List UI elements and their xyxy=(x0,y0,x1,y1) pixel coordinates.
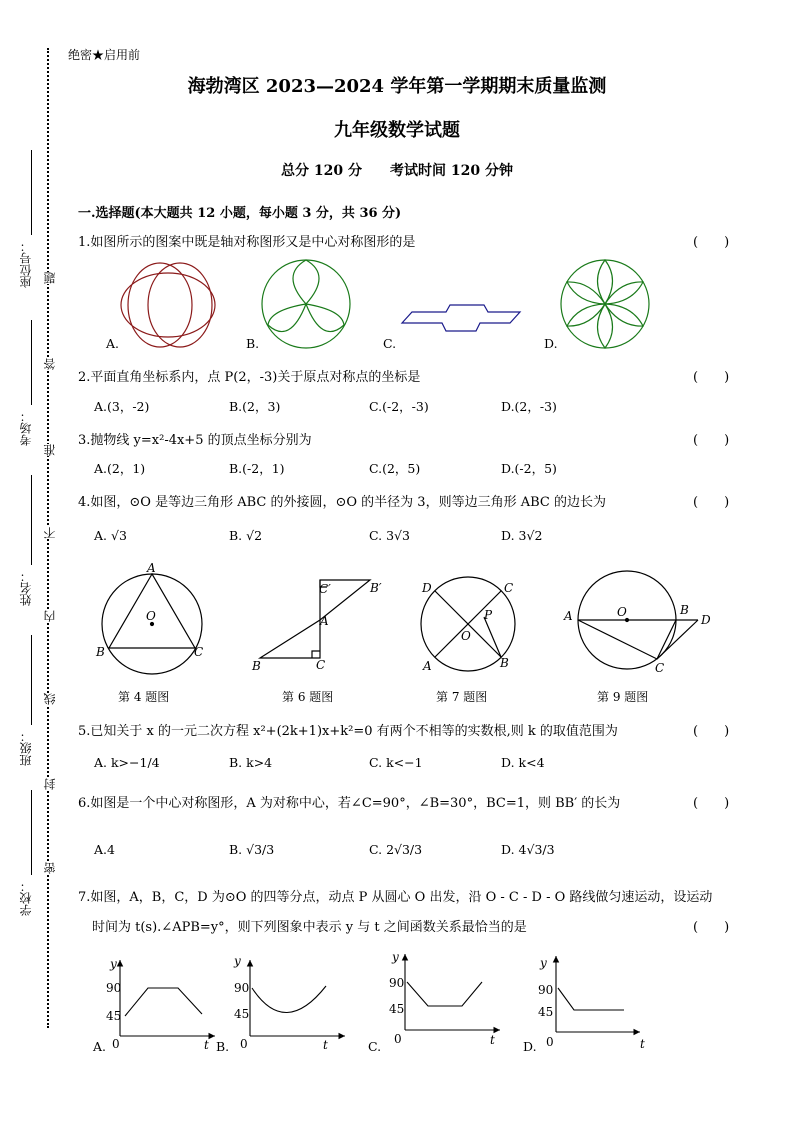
graph-d-t: t xyxy=(640,1037,645,1051)
q7-option-c[interactable]: C. xyxy=(368,1039,382,1054)
name-line xyxy=(31,475,32,565)
name-label: 姓名： xyxy=(19,570,33,606)
seal-char: 封 xyxy=(43,778,57,790)
fig7-label-a: A xyxy=(423,659,432,673)
graph-c-y: y xyxy=(392,950,399,964)
graph-a-45: 45 xyxy=(106,1009,122,1023)
q7-option-b[interactable]: B. xyxy=(216,1039,230,1054)
q2-option-b[interactable]: B.(2，3) xyxy=(229,399,281,414)
graph-c-zero: 0 xyxy=(394,1032,402,1046)
graph-c-45: 45 xyxy=(389,1002,405,1016)
graph-d-90: 90 xyxy=(538,983,554,997)
answer-paren: ( ) xyxy=(693,370,730,385)
fig6-label-c-prime: C′ xyxy=(319,582,331,596)
answer-paren: ( ) xyxy=(693,724,730,739)
q6-option-a[interactable]: A.4 xyxy=(94,842,115,857)
fig6-label-b-prime: B′ xyxy=(370,581,382,595)
q1-option-a[interactable]: A. xyxy=(106,336,120,351)
room-line xyxy=(31,320,32,405)
fig7-label-o: O xyxy=(461,629,471,643)
graph-a-90: 90 xyxy=(106,981,122,995)
graph-a xyxy=(120,960,215,1036)
fig7-label-c: C xyxy=(504,581,514,595)
fig4-label-b: B xyxy=(96,645,105,659)
fig4-label-c: C xyxy=(194,645,204,659)
graph-b xyxy=(250,960,345,1036)
figure-b-circle xyxy=(262,260,350,348)
fig6-label-c: C xyxy=(316,658,326,672)
q2-option-c[interactable]: C.(-2，-3) xyxy=(369,399,429,414)
seal-char: 不 xyxy=(43,527,57,539)
question-7-text-line2: 时间为 t(s).∠APB=y°，则下列图象中表示 y 与 t 之间函数关系最恰当的是 xyxy=(92,920,527,935)
answer-paren: ( ) xyxy=(693,920,730,935)
question-5-text: 5.已知关于 x 的一元二次方程 x²+(2k+1)x+k²=0 有两个不相等的实数根,则 k 的取值范围为 xyxy=(78,724,618,739)
school-label: 学校： xyxy=(19,880,33,916)
fig6-label-a: A xyxy=(320,614,329,628)
question-4-text: 4.如图，⊙O 是等边三角形 ABC 的外接圆，⊙O 的半径为 3，则等边三角形 ABC 的边长为 xyxy=(78,495,606,510)
figure-d-flower xyxy=(561,260,649,348)
figure-4 xyxy=(102,574,202,674)
q3-option-a[interactable]: A.(2，1) xyxy=(94,461,146,476)
graph-b-90: 90 xyxy=(234,981,250,995)
graph-b-zero: 0 xyxy=(240,1037,248,1051)
q4-option-d[interactable]: D. 3√2 xyxy=(501,528,543,543)
q1-option-d[interactable]: D. xyxy=(544,336,558,351)
q7-option-d[interactable]: D. xyxy=(523,1039,537,1054)
fig7-label-p: P xyxy=(484,608,493,622)
fig9-label-c: C xyxy=(655,661,665,675)
graph-a-zero: 0 xyxy=(112,1037,120,1051)
fig7-caption: 第 7 题图 xyxy=(436,690,488,704)
graph-d-zero: 0 xyxy=(546,1035,554,1049)
figure-6 xyxy=(260,580,370,658)
question-6-text: 6.如图是一个中心对称图形，A 为对称中心，若∠C=90°，∠B=30°，BC=1，则 BB′ 的长为 xyxy=(78,796,621,811)
seal-char: 答 xyxy=(43,358,57,370)
graph-d-45: 45 xyxy=(538,1005,554,1019)
question-1-text: 1.如图所示的图案中既是轴对称图形又是中心对称图形的是 xyxy=(78,235,416,250)
fig6-label-b: B xyxy=(252,659,261,673)
graph-d xyxy=(556,956,640,1032)
class-label: 班级： xyxy=(19,730,33,766)
question-1-figures xyxy=(100,255,660,355)
q5-option-c[interactable]: C. k<−1 xyxy=(369,755,423,770)
fig6-caption: 第 6 题图 xyxy=(282,690,334,704)
graph-a-y: y xyxy=(110,957,117,971)
answer-paren: ( ) xyxy=(693,433,730,448)
seal-char: 准 xyxy=(43,444,57,456)
exam-meta: 总分 120 分 考试时间 120 分钟 xyxy=(281,163,513,179)
q6-option-d[interactable]: D. 4√3/3 xyxy=(501,842,555,857)
answer-paren: ( ) xyxy=(693,235,730,250)
figure-9 xyxy=(578,571,698,669)
graph-c-90: 90 xyxy=(389,976,405,990)
graph-b-t: t xyxy=(323,1038,328,1052)
question-7-text-line1: 7.如图，A，B，C，D 为⊙O 的四等分点，动点 P 从圆心 O 出发，沿 O - C - D - O 路线做匀速运动，设运动 xyxy=(78,890,713,905)
figure-c-bowtie xyxy=(402,305,520,331)
question-3-text: 3.抛物线 y=x²-4x+5 的顶点坐标分别为 xyxy=(78,433,312,448)
graph-b-y: y xyxy=(234,954,241,968)
fig7-label-b: B xyxy=(500,656,509,670)
q6-option-c[interactable]: C. 2√3/3 xyxy=(369,842,423,857)
answer-paren: ( ) xyxy=(693,796,730,811)
q2-option-d[interactable]: D.(2，-3) xyxy=(501,399,557,414)
fig9-label-o: O xyxy=(617,605,627,619)
fig9-caption: 第 9 题图 xyxy=(597,690,649,704)
q6-option-b[interactable]: B. √3/3 xyxy=(229,842,275,857)
q4-option-a[interactable]: A. √3 xyxy=(94,528,127,543)
class-line xyxy=(31,635,32,725)
q1-option-c[interactable]: C. xyxy=(383,336,397,351)
figures-row xyxy=(90,560,730,675)
q3-option-b[interactable]: B.(-2，1) xyxy=(229,461,285,476)
q5-option-b[interactable]: B. k>4 xyxy=(229,755,273,770)
answer-paren: ( ) xyxy=(693,495,730,510)
fig7-label-d: D xyxy=(422,581,432,595)
school-line xyxy=(31,790,32,875)
seal-char: 内 xyxy=(43,610,57,622)
fig9-label-d: D xyxy=(701,613,711,627)
seal-char: 线 xyxy=(43,693,57,705)
seal-char: 题 xyxy=(43,272,57,284)
question-2-text: 2.平面直角坐标系内，点 P(2，-3)关于原点对称点的坐标是 xyxy=(78,370,421,385)
figure-a-ellipses xyxy=(121,263,215,347)
graph-b-45: 45 xyxy=(234,1007,250,1021)
q7-option-a[interactable]: A. xyxy=(93,1039,107,1054)
fig4-label-a: A xyxy=(147,561,156,575)
fig4-label-o: O xyxy=(146,609,156,623)
exam-subtitle: 九年级数学试题 xyxy=(334,120,460,141)
fig9-label-a: A xyxy=(564,609,573,623)
fig9-label-b: B xyxy=(680,603,689,617)
section-heading: 一.选择题(本大题共 12 小题，每小题 3 分，共 36 分) xyxy=(78,206,402,221)
graph-c-t: t xyxy=(490,1033,495,1047)
seat-label: 座位号： xyxy=(19,240,33,288)
fig4-caption: 第 4 题图 xyxy=(118,690,170,704)
room-label: 考场： xyxy=(19,410,33,446)
graph-d-y: y xyxy=(540,956,547,970)
q3-option-d[interactable]: D.(-2，5) xyxy=(501,461,557,476)
q3-option-c[interactable]: C.(2，5) xyxy=(369,461,421,476)
graph-a-t: t xyxy=(204,1038,209,1052)
seal-char: 密 xyxy=(43,862,57,874)
q4-option-b[interactable]: B. √2 xyxy=(229,528,263,543)
secret-label: 绝密★启用前 xyxy=(68,48,141,62)
exam-title: 海勃湾区 2023—2024 学年第一学期期末质量监测 xyxy=(187,76,607,97)
q4-option-c[interactable]: C. 3√3 xyxy=(369,528,410,543)
q1-option-b[interactable]: B. xyxy=(246,336,260,351)
q5-option-d[interactable]: D. k<4 xyxy=(501,755,545,770)
q2-option-a[interactable]: A.(3，-2) xyxy=(94,399,150,414)
graph-c xyxy=(405,954,500,1030)
q5-option-a[interactable]: A. k>−1/4 xyxy=(94,755,160,770)
